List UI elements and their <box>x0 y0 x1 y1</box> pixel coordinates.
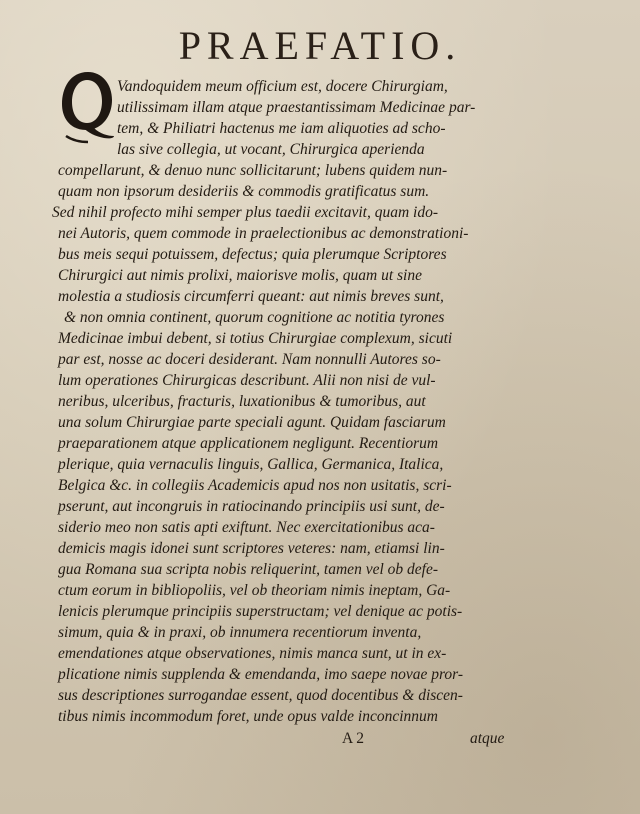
text-line: plerique, quia vernaculis linguis, Gallica, Germanica, Italica, <box>58 456 444 473</box>
text-line: par est, nosse ac doceri desiderant. Nam nonnulli Autores so- <box>58 351 441 368</box>
text-line: quam non ipsorum desideriis & commodis gratificatus sum. <box>58 183 430 200</box>
text-line: utilissimam illam atque praestantissimam Medicinae par- <box>117 99 476 116</box>
text-line: una solum Chirurgiae parte speciali agunt. Quidam fasciarum <box>58 414 446 431</box>
text-line: Sed nihil profecto mihi semper plus taedii excitavit, quam ido- <box>52 204 438 221</box>
text-line: gua Romana sua scripta nobis reliquerint, tamen vel ob defe- <box>58 561 438 578</box>
text-line: simum, quia & in praxi, ob innumera recentiorum inventa, <box>58 624 422 641</box>
text-line: lenicis plerumque principiis superstructam; vel denique ac potis- <box>58 603 463 620</box>
text-line: lum operationes Chirurgicas describunt. Alii non nisi de vul- <box>58 372 436 389</box>
catchword: atque <box>470 730 505 747</box>
text-line: las sive collegia, ut vocant, Chirurgica aperienda <box>117 141 425 158</box>
text-line: demicis magis idonei sunt scriptores veteres: nam, etiamsi lin- <box>58 540 445 557</box>
text-line: Belgica &c. in collegiis Academicis apud nos non usitatis, scri- <box>58 477 452 494</box>
text-line: & non omnia continent, quorum cognitione ac notitia tyrones <box>64 309 445 326</box>
signature-mark: A 2 <box>342 730 364 747</box>
text-line: Medicinae imbui debent, si totius Chirurgiae complexum, sicuti <box>58 330 453 347</box>
page-title: PRAEFATIO. <box>178 23 462 68</box>
text-line: tibus nimis incommodum foret, unde opus valde inconcinnum <box>58 708 438 725</box>
text-line: bus meis sequi potuissem, defectus; quia plerumque Scriptores <box>58 246 447 263</box>
text-line: Chirurgici aut nimis prolixi, maiorisve molis, quam ut sine <box>58 267 422 284</box>
text-line: molestia a studiosis circumferri queant: aut nimis breves sunt, <box>58 288 444 305</box>
text-line: sus descriptiones surrogandae essent, quod docentibus & discen- <box>58 687 463 704</box>
text-line: emendationes atque observationes, nimis manca sunt, ut in ex- <box>58 645 447 662</box>
text-line: Vandoquidem meum officium est, docere Chirurgiam, <box>117 78 448 95</box>
text-line: siderio meo non satis apti exiftunt. Nec exercitationibus aca- <box>58 519 435 536</box>
text-line: ctum eorum in bibliopoliis, vel ob theoriam nimis ineptam, Ga- <box>58 582 451 599</box>
text-line: plicatione nimis supplenda & emendanda, imo saepe novae pror- <box>58 666 464 683</box>
text-line: praeparationem atque applicationem negligunt. Recentiorum <box>58 435 439 452</box>
text-line: neribus, ulceribus, fracturis, luxationibus & tumoribus, aut <box>58 393 426 410</box>
text-line: compellarunt, & denuo nunc sollicitarunt; lubens quidem nun- <box>58 162 448 179</box>
text-line: pserunt, aut incongruis in ratiocinando principiis usi sunt, de- <box>58 498 445 515</box>
text-line: nei Autoris, quem commode in praelectionibus ac demonstrationi- <box>58 225 469 242</box>
text-line: tem, & Philiatri hactenus me iam aliquoties ad scho- <box>117 120 446 137</box>
